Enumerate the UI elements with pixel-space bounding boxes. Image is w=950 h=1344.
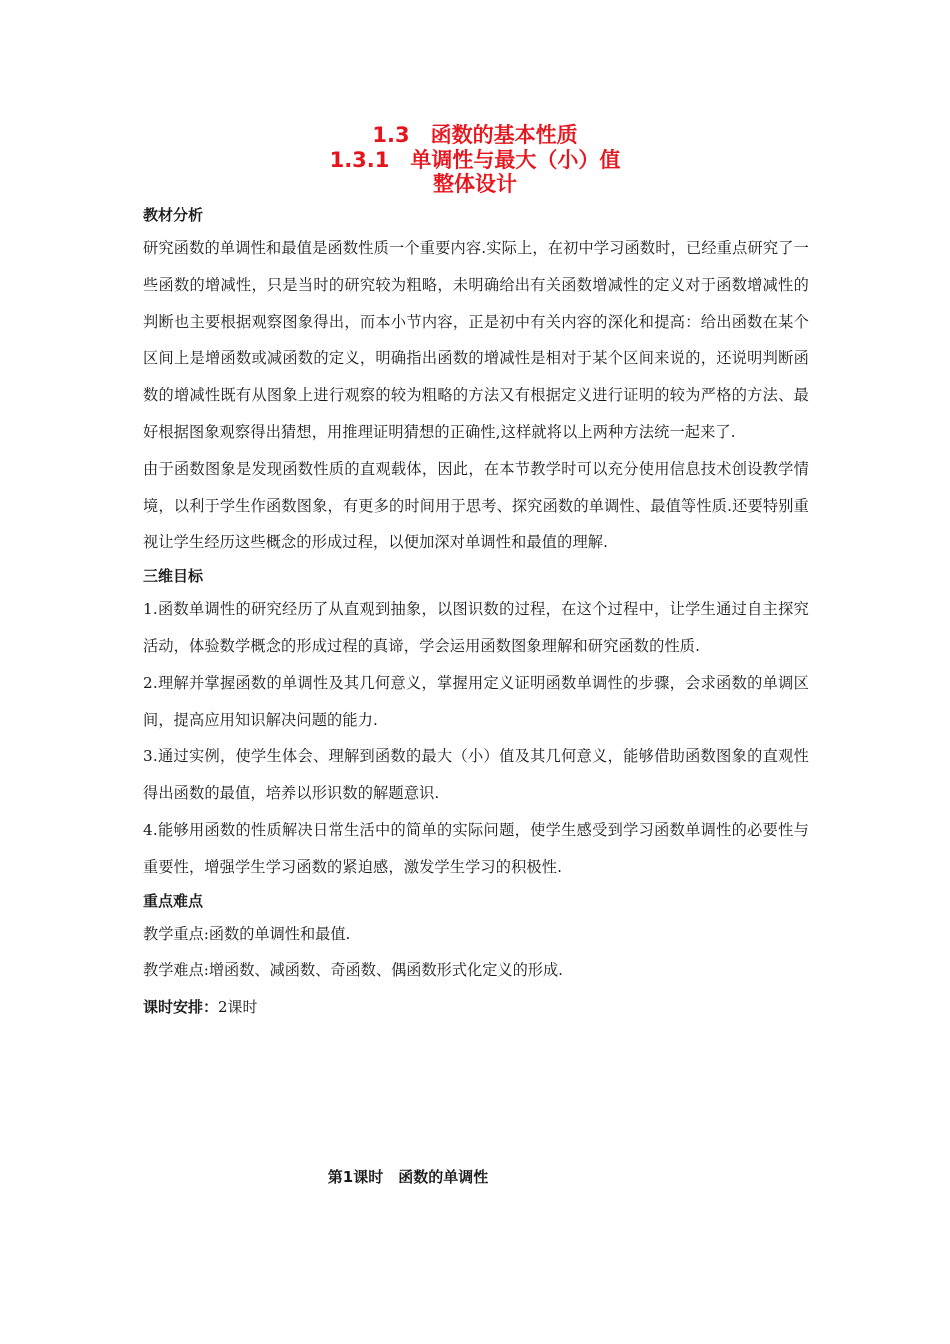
schedule-line bbox=[143, 989, 809, 1026]
schedule-value: 2课时 bbox=[218, 998, 258, 1017]
document-body bbox=[143, 200, 809, 1026]
teaching-difficulty: 教学难点:增函数、减函数、奇函数、偶函数形式化定义的形成. bbox=[143, 961, 564, 980]
keypoints-heading: 重点难点 bbox=[143, 891, 204, 910]
design-title: 整体设计 bbox=[433, 172, 517, 196]
analysis-heading: 教材分析 bbox=[143, 206, 204, 224]
subsection-title: 1.3.1 单调性与最大（小）值 bbox=[329, 148, 621, 172]
goals-heading: 三维目标 bbox=[143, 567, 204, 586]
goal-item-4: 4.能够用函数的性质解决日常生活中的简单的实际问题，使学生感受到学习函数单调性的必要性与重要性，增强学生学习函数的紧迫感，激发学生学习的积极性. bbox=[143, 820, 809, 876]
analysis-paragraph-2: 由于函数图象是发现函数性质的直观载体，因此，在本节教学时可以充分使用信息技术创设教学情境，以利于学生作函数图象，有更多的时间用于思考、探究函数的单调性、最值等性质.还要特别重视让学生经历这些概念的形成过程，以便加深对单调性和最值的理解. bbox=[143, 459, 809, 552]
teaching-focus: 教学重点:函数的单调性和最值. bbox=[143, 924, 351, 943]
goal-item-2: 2.理解并掌握函数的单调性及其几何意义，掌握用定义证明函数单调性的步骤，会求函数的单调区间，提高应用知识解决问题的能力. bbox=[143, 673, 809, 729]
lesson-heading: 第1课时 函数的单调性 bbox=[327, 1168, 489, 1186]
analysis-paragraph-1: 研究函数的单调性和最值是函数性质一个重要内容.实际上，在初中学习函数时，已经重点研究了一些函数的增减性，只是当时的研究较为粗略，未明确给出有关函数增减性的定义对于函数增减性的判断也主要根据观察图象得出，而本小节内容，正是初中有关内容的深化和提高：给出函数在某个区间上是增函数或减函数的定义，明确指出函数的增减性是相对于某个区间来说的，还说明判断函数的增减性既有从图象上进行观察的较为粗略的方法又有根据定义进行证明的较为严格的方法、最好根据图象观察得出猜想，用推理证明猜想的正确性,这样就将以上两种方法统一起来了. bbox=[143, 239, 809, 441]
schedule-label: 课时安排： bbox=[143, 998, 219, 1017]
section-title: 1.3 函数的基本性质 bbox=[372, 123, 578, 147]
goal-item-3: 3.通过实例，使学生体会、理解到函数的最大（小）值及其几何意义，能够借助函数图象的直观性得出函数的最值，培养以形识数的解题意识. bbox=[143, 747, 809, 803]
goal-item-1: 1.函数单调性的研究经历了从直观到抽象，以图识数的过程，在这个过程中，让学生通过自主探究活动，体验数学概念的形成过程的真谛，学会运用函数图象理解和研究函数的性质. bbox=[143, 600, 809, 655]
